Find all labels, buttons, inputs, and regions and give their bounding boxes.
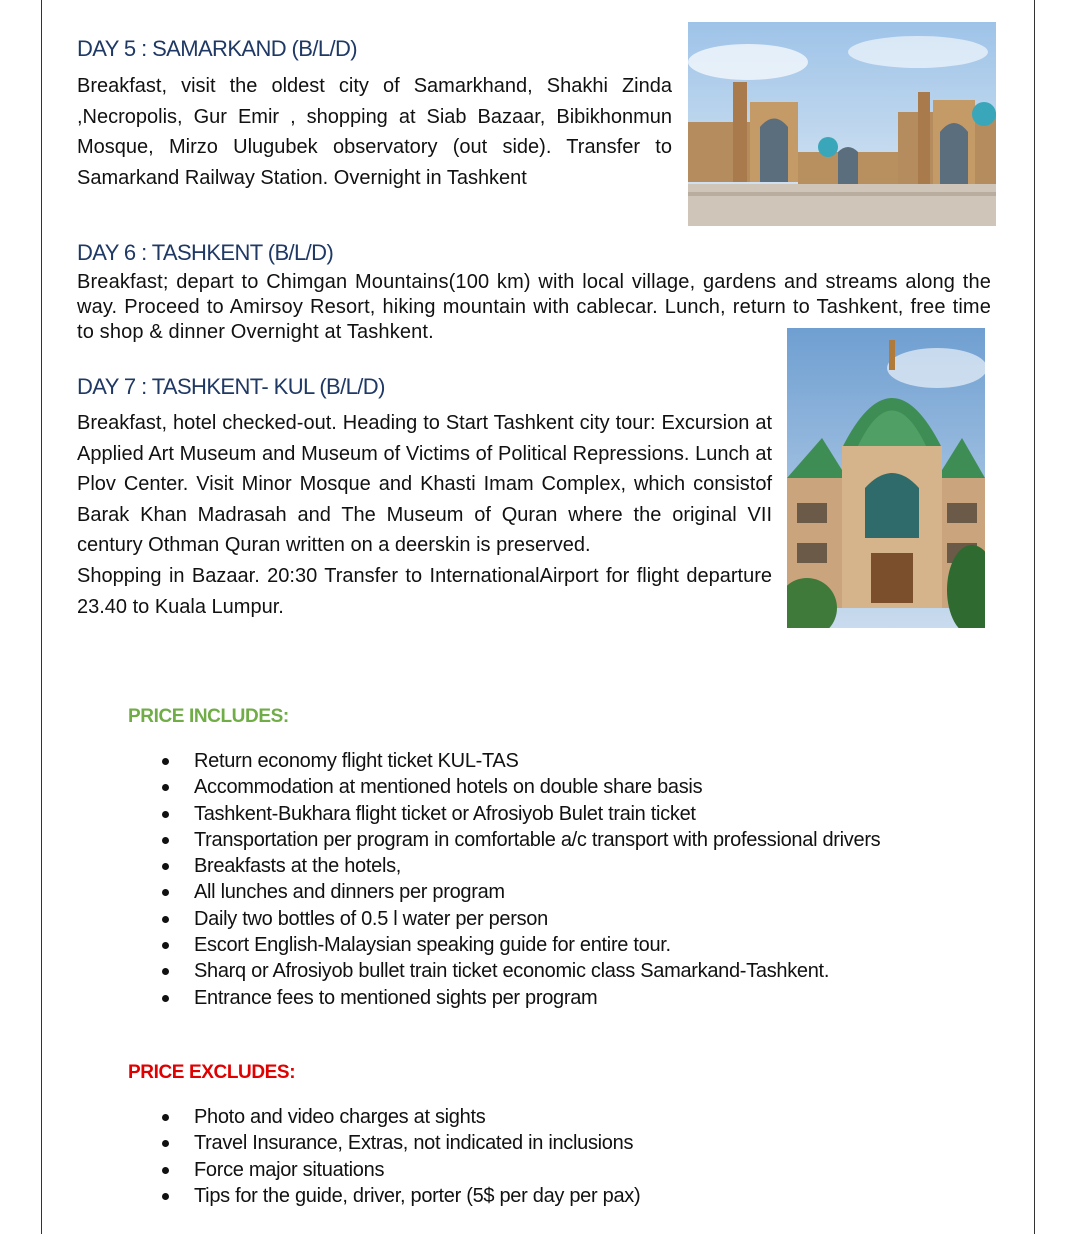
bullet-icon [162, 889, 169, 896]
day7-description-continued: Shopping in Bazaar. 20:30 Transfer to InternationalAirport for flight departure 23.40 to Kuala Lumpur. [77, 565, 772, 618]
list-item [160, 1183, 640, 1209]
registan-photo [688, 22, 996, 226]
day5-title: DAY 5 : SAMARKAND (B/L/D) [77, 36, 358, 61]
applied-art-museum-photo [787, 328, 985, 628]
bullet-icon [162, 942, 169, 949]
list-item-text: Transportation per program in comfortable a/c transport with professional drivers [194, 828, 881, 851]
list-item [160, 1157, 640, 1183]
page-border-left [41, 0, 42, 1234]
list-item [160, 774, 880, 800]
bullet-icon [162, 916, 169, 923]
price-includes-title: PRICE INCLUDES: [128, 706, 289, 727]
bullet-icon [162, 758, 169, 765]
list-item [160, 853, 880, 879]
bullet-icon [162, 863, 169, 870]
bullet-icon [162, 784, 169, 791]
list-item-text: Tashkent-Bukhara flight ticket or Afrosiyob Bulet train ticket [194, 802, 696, 825]
bullet-icon [162, 1193, 169, 1200]
day7-description: Breakfast, hotel checked-out. Heading to Start Tashkent city tour: Excursion at Applied Art Museum and Museum of Victims of Political Repressions. Lunch at Plov Center. Visit Minor Mosque and Khasti Imam Complex, which consistof Barak Khan Madrasah and The Museum of Quran where the original VII century Othman Quran written on a deerskin is preserved. [77, 412, 772, 556]
list-item-text: Tips for the guide, driver, porter (5$ per day per pax) [194, 1184, 641, 1207]
page-border-right [1034, 0, 1035, 1234]
bullet-icon [162, 1114, 169, 1121]
bullet-icon [162, 1140, 169, 1147]
bullet-icon [162, 1167, 169, 1174]
list-item [160, 985, 880, 1011]
list-item-text: Return economy flight ticket KUL-TAS [194, 750, 519, 772]
price-excludes-title: PRICE EXCLUDES: [128, 1062, 296, 1083]
list-item-text: All lunches and dinners per program [194, 881, 505, 904]
list-item-text: Force major situations [194, 1158, 385, 1181]
list-item-text: Breakfasts at the hotels, [194, 855, 402, 878]
list-item [160, 932, 880, 958]
list-item-text: Photo and video charges at sights [194, 1106, 486, 1128]
list-item-text: Accommodation at mentioned hotels on double share basis [194, 776, 703, 799]
price-includes-list [160, 748, 880, 1011]
list-item-text: Sharq or Afrosiyob bullet train ticket economic class Samarkand-Tashkent. [194, 960, 830, 983]
day6-description: Breakfast; depart to Chimgan Mountains(100 km) with local village, gardens and streams along the way. Proceed to Amirsoy Resort, hiking mountain with cablecar. Lunch, return to Tashkent, free time to shop & dinner Overnight at Tashkent. [77, 271, 991, 343]
bullet-icon [162, 837, 169, 844]
day5-description: Breakfast, visit the oldest city of Samarkhand, Shakhi Zinda ,Necropolis, Gur Emir , shopping at Siab Bazaar, Bibikhonmun Mosque, Mirzo Ulugubek observatory (out side). Transfer to Samarkand Railway Station. Overnight in Tashkent [77, 75, 672, 189]
bullet-icon [162, 995, 169, 1002]
list-item [160, 906, 880, 932]
list-item [160, 801, 880, 827]
list-item [160, 958, 880, 984]
bullet-icon [162, 968, 169, 975]
list-item [160, 827, 880, 853]
bullet-icon [162, 811, 169, 818]
list-item-text: Escort English-Malaysian speaking guide for entire tour. [194, 934, 671, 957]
day7-title: DAY 7 : TASHKENT- KUL (B/L/D) [77, 374, 385, 399]
price-excludes-list [160, 1104, 640, 1209]
day6-title: DAY 6 : TASHKENT (B/L/D) [77, 240, 334, 265]
list-item-text: Travel Insurance, Extras, not indicated in inclusions [194, 1132, 634, 1155]
list-item [160, 1104, 640, 1130]
list-item [160, 748, 880, 774]
list-item [160, 879, 880, 905]
list-item [160, 1130, 640, 1156]
list-item-text: Entrance fees to mentioned sights per program [194, 986, 598, 1009]
list-item-text: Daily two bottles of 0.5 l water per person [194, 907, 548, 930]
